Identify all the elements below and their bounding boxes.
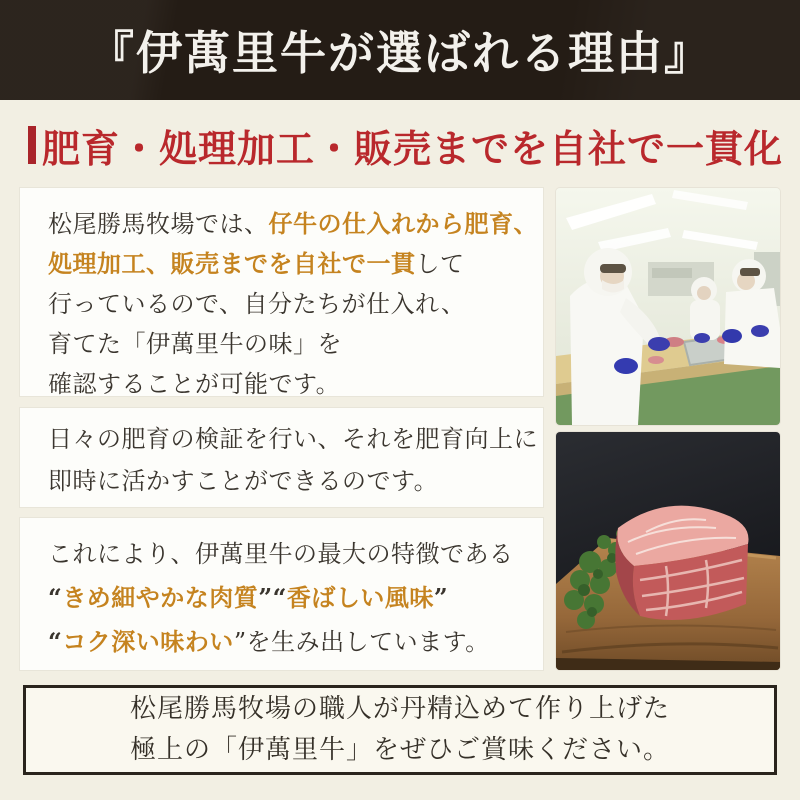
facility-photo-image [556, 188, 780, 425]
card-daily-verification [20, 408, 543, 507]
card2-line1: 日々の肥育の検証を行い、それを肥育向上に [48, 425, 538, 453]
text-segment: ”を生み出しています。 [233, 628, 490, 656]
card3-line1: これにより、伊萬里牛の最大の特徴である [48, 540, 514, 568]
quote-mark: ” [433, 583, 449, 612]
quote-mark: “ [48, 627, 63, 656]
card2-line2: 即時に活かすことができるのです。 [48, 467, 439, 495]
steak-photo [556, 432, 780, 670]
card3-line2 [48, 576, 543, 620]
highlight-text: 香ばしい風味 [286, 583, 434, 612]
facility-photo [556, 188, 780, 425]
highlight-text: 処理加工、販売までを自社で一貫 [48, 249, 416, 278]
highlight-text: コク深い味わい [62, 627, 234, 656]
card3-line3 [48, 620, 543, 664]
closing-line2: 極上の「伊萬里牛」をぜひご賞味ください。 [129, 735, 670, 765]
highlight-text: きめ細やかな肉質 [62, 583, 259, 612]
quote-mark: “ [48, 583, 63, 612]
card1-line1 [48, 204, 543, 244]
section-heading [28, 122, 784, 171]
steak-photo-image [556, 432, 780, 670]
top-banner [0, 0, 800, 100]
card-beef-features [20, 518, 543, 670]
quote-mark: ”“ [258, 583, 287, 612]
text-segment: して [415, 250, 465, 278]
card1-line2 [48, 244, 543, 284]
card1-line5: 確認することが可能です。 [48, 370, 341, 398]
section-heading-text: 肥育・処理加工・販売までを自社で一貫化 [42, 125, 784, 171]
text-segment: 松尾勝馬牧場では、 [48, 210, 269, 238]
page-title: 『伊萬里牛が選ばれる理由』 [88, 26, 712, 80]
card1-line3: 行っているので、自分たちが仕入れ、 [48, 290, 466, 318]
closing-message-box [23, 685, 777, 775]
card1-line4: 育てた「伊萬里牛の味」を [48, 330, 342, 358]
card-integration-description [20, 188, 543, 396]
highlight-text: 仔牛の仕入れから肥育、 [268, 209, 538, 238]
closing-line1: 松尾勝馬牧場の職人が丹精込めて作り上げた [129, 694, 670, 724]
heading-accent-bar [28, 126, 36, 164]
